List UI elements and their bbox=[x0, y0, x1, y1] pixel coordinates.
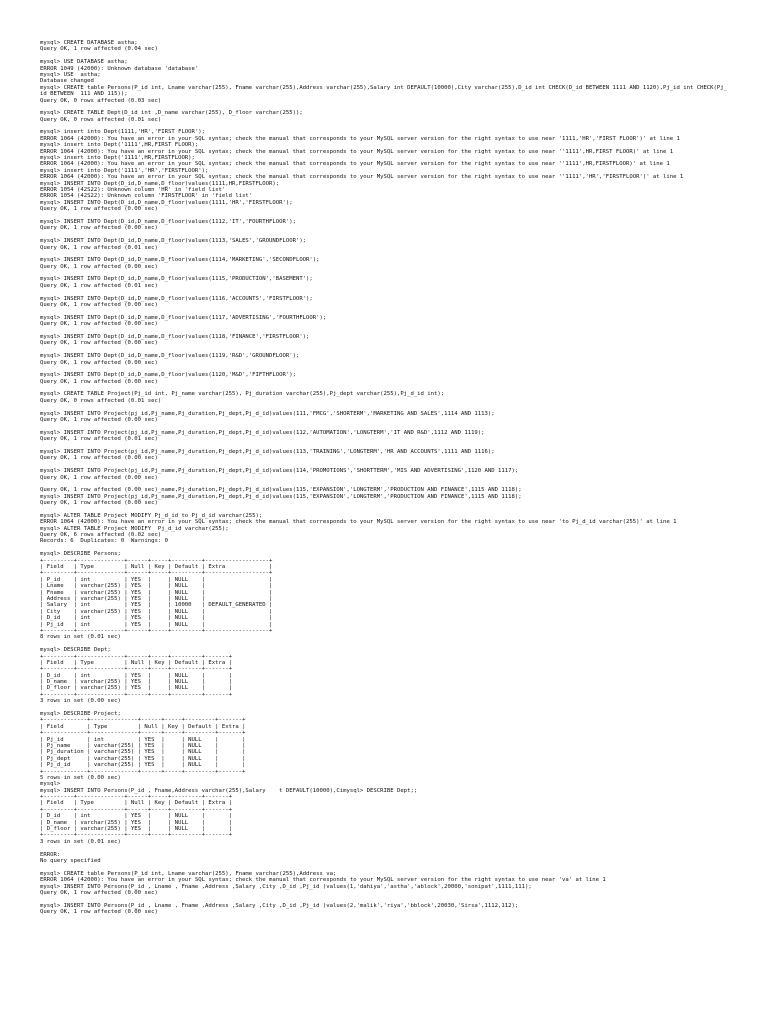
table-line: | Pj_duration | varchar(255) | YES | | NULL | | bbox=[40, 749, 246, 756]
command-line: mysql> INSERT INTO Dept(D_id,D_name,D_floor)values(1113,'SALES','GROUNDFLOOR'); bbox=[40, 238, 307, 245]
table-line: +---------+--------------+------+-----+---------+-------+ bbox=[40, 806, 232, 813]
command-line: mysql> DESCRIBE Project; bbox=[40, 711, 121, 718]
table-line: +---------+--------------+------+-----+---------+-------------------+ bbox=[40, 570, 273, 577]
result-line: 8 rows in set (0.01 sec) bbox=[40, 634, 121, 641]
command-line: mysql> USE DATABASE astha; bbox=[40, 59, 128, 66]
table-line: | Fname | varchar(255) | YES | | NULL | | bbox=[40, 589, 273, 596]
error-line: ERROR 1054 (42S22): Unknown column 'FIRSTFLOOR' in 'field list' bbox=[40, 193, 253, 200]
command-line: mysql> INSERT INTO Project(pj_id,Pj_name,Pj_duration,Pj_dept,Pj_d_id)values(115,'EXPANSION','LONGTERM','PRODUCTION AND FINANCE',1115 AND 1118); bbox=[40, 493, 522, 500]
command-line: mysql> INSERT INTO Dept(D_id,D_name,D_floor)values(1114,'MARKETING','SECONDFLOOR'); bbox=[40, 257, 320, 264]
table-line: | D_id | int | YES | | NULL | | bbox=[40, 615, 273, 622]
command-line: mysql> CREATE DATABASE astha; bbox=[40, 40, 138, 46]
command-line: mysql> INSERT INTO Project(pj_id,Pj_name,Pj_duration,Pj_dept,Pj_d_id)values(113,'TRAINING','LONGTERM','HR AND ACCOUNTS',1111 AND 1116); bbox=[40, 449, 495, 455]
table-line: | D_name | varchar(255) | YES | | NULL | | bbox=[40, 819, 232, 826]
command-line: mysql> USE astha; bbox=[40, 71, 101, 78]
table-line: | D_id | int | YES | | NULL | | bbox=[40, 813, 232, 820]
command-line: mysql> INSERT INTO Dept(D_id,D_name,D_floor)values(1116,'ACCOUNTS','FIRSTFLOOR'); bbox=[40, 295, 313, 302]
result-line: Query OK, 1 row affected (0.00 sec) bbox=[40, 474, 158, 481]
command-line: mysql> bbox=[40, 781, 61, 788]
result-line: Query OK, 1 row affected (0.04 sec) bbox=[40, 46, 158, 53]
result-line: Query OK, 0 rows affected (0.01 sec) bbox=[40, 116, 162, 123]
result-line: 5 rows in set (0.00 sec) bbox=[40, 774, 121, 781]
result-line: Query OK, 1 row affected (0.00 sec) bbox=[40, 500, 158, 507]
result-line: Query OK, 1 row affected (0.00 sec) bbox=[40, 417, 158, 424]
command-line: mysql> INSERT INTO Dept(D_id,D_name,D_floor)values(1112,'IT','FOURTHFLOOR'); bbox=[40, 218, 296, 225]
error-line: ERROR 1049 (42000): Unknown database 'database' bbox=[40, 65, 199, 72]
error-line: ERROR 1064 (42000): You have an error in your SQL syntax; check the manual that corresponds to your MySQL server version for the right syntax to use near ''1111','HR','FIRSTFLOOR')' at line 1 bbox=[40, 174, 684, 181]
command-line: mysql> insert into Dept('1111','HR','FIRSTFLOOR'); bbox=[40, 167, 209, 174]
result-line: Query OK, 1 row affected (0.01 sec) bbox=[40, 244, 158, 251]
command-line: mysql> INSERT INTO Persons(P_id , Fname,Address varchar(255),Salary t DEFAULT(10000),Cimysql> DESCRIBE Dept;; bbox=[40, 787, 418, 794]
table-line: | D_name | varchar(255) | YES | | NULL | | bbox=[40, 679, 232, 686]
table-line: | D_floor | varchar(255) | YES | | NULL | | bbox=[40, 685, 232, 692]
result-line: Query OK, 1 row affected (0.00 sec) bbox=[40, 359, 158, 366]
command-line: mysql> DESCRIBE Persons; bbox=[40, 551, 121, 558]
command-line: mysql> INSERT INTO Dept(D_id,D_name,D_floor)values(1119,'R&D','GROUNDFLOOR'); bbox=[40, 353, 300, 360]
command-line: mysql> DESCRIBE Dept; bbox=[40, 647, 111, 654]
result-line: Query OK, 1 row affected (0.01 sec) bbox=[40, 282, 158, 289]
table-line: | D_id | int | YES | | NULL | | bbox=[40, 672, 232, 679]
table-line: | Lname | varchar(255) | YES | | NULL | | bbox=[40, 583, 273, 590]
output-line: No query specified bbox=[40, 858, 101, 864]
error-line: ERROR 1054 (42S22): Unknown column 'HR' in 'field list' bbox=[40, 186, 226, 193]
result-line: Records: 6 Duplicates: 0 Warnings: 0 bbox=[40, 538, 168, 545]
result-line: Query OK, 1 row affected (0.00 sec) bbox=[40, 340, 158, 347]
command-line: mysql> CREATE table Persons(P_id int, Lname varchar(255), Fname varchar(255),Address va; bbox=[40, 870, 337, 877]
table-line: +---------+--------------+------+-----+---------+-------+ bbox=[40, 832, 232, 839]
command-line: mysql> ALTER TABLE Project MODIFY Pj_d_id varchar(255); bbox=[40, 525, 229, 532]
command-line: mysql> insert into Dept(1111,'HR','FIRST FLOOR'); bbox=[40, 129, 206, 136]
command-line: mysql> ALTER TABLE Project MODIFY Pj_d_id to Pj_d_id varchar(255); bbox=[40, 512, 263, 519]
table-line: | P_id | int | YES | | NULL | | bbox=[40, 576, 273, 583]
table-line: +---------+--------------+------+-----+---------+-------------------+ bbox=[40, 557, 273, 564]
table-line: | Pj_id | int | YES | | NULL | | bbox=[40, 621, 273, 628]
result-line: Query OK, 1 row affected (0.00 sec) bbox=[40, 263, 158, 270]
table-line: +---------+--------------+------+-----+---------+-------+ bbox=[40, 691, 232, 698]
table-line: | Pj_dept | varchar(255) | YES | | NULL | | bbox=[40, 755, 246, 762]
command-line: mysql> INSERT INTO Project(pj_id,Pj_name,Pj_duration,Pj_dept,Pj_d_id)values(114,'PROMOTIONS','SHORTTERM','MIS AND ADVERTISING',1120 AND 1117); bbox=[40, 468, 519, 475]
result-line: Query OK, 1 row affected (0.00 sec) bbox=[40, 225, 158, 232]
output-line: Database changed bbox=[40, 78, 94, 85]
command-line: mysql> insert into Dept('1111',HR,FIRSTFLOOR); bbox=[40, 155, 195, 162]
result-line: Query OK, 1 row affected (0.00 sec) bbox=[40, 455, 158, 462]
table-line: | Address | varchar(255) | YES | | NULL | | bbox=[40, 595, 273, 602]
terminal-output[interactable] bbox=[40, 40, 756, 916]
table-line: +-------------+--------------+------+-----+---------+-------+ bbox=[40, 730, 246, 737]
table-line: | Pj_d_id | varchar(255) | YES | | NULL | | bbox=[40, 762, 246, 769]
error-line: ERROR 1064 (42000): You have an error in your SQL syntax; check the manual that corresponds to your MySQL server version for the right syntax to use near 'to Pj_d_id varchar(255)' at line 1 bbox=[40, 519, 677, 526]
command-line: mysql> INSERT INTO Persons(P_id , Lname , Fname ,Address ,Salary ,City ,D_id ,Pj_id )values(1,'dahiya','astha','ablock',20000,'sonipat',1111,111); bbox=[40, 883, 532, 890]
error-line: ERROR 1064 (42000): You have an error in your SQL syntax; check the manual that corresponds to your MySQL server version for the right syntax to use near '1111,'HR','FIRST FLOOR')' at line 1 bbox=[40, 135, 680, 142]
table-line: | Field | Type | Null | Key | Default | Extra | bbox=[40, 659, 232, 666]
table-line: | D_floor | varchar(255) | YES | | NULL | | bbox=[40, 826, 232, 833]
command-line: mysql> INSERT INTO Persons(P_id , Lname , Fname ,Address ,Salary ,City ,D_id ,Pj_id )values(2,'malik','riya','bblock',20030,'Sirsa',1112,112); bbox=[40, 902, 519, 909]
result-line: Query OK, 6 rows affected (0.02 sec) bbox=[40, 532, 162, 539]
result-line: Query OK, 0 rows affected (0.03 sec) bbox=[40, 97, 162, 104]
command-line: mysql> insert into Dept('1111',HR,FIRST FLOOR); bbox=[40, 142, 199, 149]
result-line: Query OK, 1 row affected (0.00 sec) bbox=[40, 378, 158, 385]
output-line: id BETWEEN 111 AND 115)); bbox=[40, 91, 128, 98]
table-line: | Field | Type | Null | Key | Default | Extra | bbox=[40, 723, 246, 730]
error-line: ERROR 1064 (42000): You have an error in your SQL syntax; check the manual that corresponds to your MySQL server version for the right syntax to use near ''1111',HR,FIRST FLOOR)' at line 1 bbox=[40, 148, 674, 155]
command-line: mysql> INSERT INTO Dept(D_id,D_name,D_floor)values(1117,'ADVERTISING','FOURTHFLOOR'); bbox=[40, 314, 327, 321]
command-line: mysql> INSERT INTO Dept(D_id,D_name,D_floor)values(1111,HR,FIRSTFLOOR); bbox=[40, 180, 280, 187]
error-line: ERROR 1064 (42000): You have an error in your SQL syntax; check the manual that corresponds to your MySQL server version for the right syntax to use near ''1111',HR,FIRSTFLOOR)' at line 1 bbox=[40, 161, 670, 168]
table-line: | Pj_id | int | YES | | NULL | | bbox=[40, 736, 246, 743]
command-line: mysql> INSERT INTO Dept(D_id,D_name,D_floor)values(1111,'HR','FIRSTFLOOR'); bbox=[40, 199, 293, 206]
command-line: mysql> INSERT INTO Project(pj_id,Pj_name,Pj_duration,Pj_dept,Pj_d_id)values(111,'FMCG','SHORTERM','MARKETING AND SALES',1114 AND 1113); bbox=[40, 410, 495, 417]
result-line: Query OK, 1 row affected (0.00 sec) bbox=[40, 302, 158, 309]
table-line: +---------+--------------+------+-----+---------+-------+ bbox=[40, 653, 232, 660]
command-line: mysql> CREATE TABLE Dept(D_id int ,D_name varchar(255), D_floor varchar(255)); bbox=[40, 110, 303, 117]
command-line: mysql> INSERT INTO Project(pj_id,Pj_name,Pj_duration,Pj_dept,Pj_d_id)values(112,'AUTOMATION','LONGTERM','IT AND R&D',1112 AND 1119); bbox=[40, 429, 485, 436]
table-line: | Field | Type | Null | Key | Default | Extra | bbox=[40, 800, 232, 807]
result-line: Query OK, 1 row affected (0.00 sec) bbox=[40, 321, 158, 328]
result-line: 3 rows in set (0.01 sec) bbox=[40, 838, 121, 845]
result-line: Query OK, 1 row affected (0.00 sec) bbox=[40, 206, 158, 213]
table-line: +-------------+--------------+------+-----+---------+-------+ bbox=[40, 768, 246, 775]
result-line: Query OK, 1 row affected (0.00 sec)_name,Pj_duration,Pj_dept,Pj_d_id)values(115,'EXPANSION','LONGTERM','PRODUCTION AND FINANCE',1115 AND 1118); bbox=[40, 487, 522, 494]
table-line: | Field | Type | Null | Key | Default | Extra | bbox=[40, 564, 273, 571]
table-line: | Pj_name | varchar(255) | YES | | NULL | | bbox=[40, 742, 246, 749]
result-line: 3 rows in set (0.00 sec) bbox=[40, 698, 121, 705]
error-line: ERROR: bbox=[40, 851, 61, 858]
table-line: +-------------+--------------+------+-----+---------+-------+ bbox=[40, 717, 246, 724]
table-line: +---------+--------------+------+-----+---------+-------------------+ bbox=[40, 627, 273, 634]
error-line: ERROR 1064 (42000): You have an error in your SQL syntax; check the manual that corresponds to your MySQL server version for the right syntax to use near 'va' at line 1 bbox=[40, 877, 606, 884]
command-line: mysql> INSERT INTO Dept(D_id,D_name,D_floor)values(1118,'FINANCE','FIRSTFLOOR'); bbox=[40, 333, 310, 340]
result-line: Query OK, 0 rows affected (0.01 sec) bbox=[40, 397, 162, 404]
table-line: | City | varchar(255) | YES | | NULL | | bbox=[40, 608, 273, 615]
result-line: Query OK, 1 row affected (0.00 sec) bbox=[40, 909, 158, 916]
command-line: mysql> INSERT INTO Dept(D_id,D_name,D_floor)values(1120,'M&D','FIFTHFLOOR'); bbox=[40, 372, 296, 379]
command-line: mysql> INSERT INTO Dept(D_id,D_name,D_floor)values(1115,'PRODUCTION','BASEMENT'); bbox=[40, 276, 313, 283]
command-line: mysql> CREATE TABLE Project(Pj_id int, Pj_name varchar(255), Pj_duration varchar(255),Pj_dept varchar(255),Pj_d_id int); bbox=[40, 391, 445, 398]
command-line: mysql> CREATE table Persons(P_id int, Lname varchar(255), Fname varchar(255),Address varchar(255),Salary int DEFAULT(10000),City varchar(255),D_id int CHECK(D_id BETWEEN 1111 AND 1120),Pj_id int CHECK(Pj_ bbox=[40, 84, 728, 91]
result-line: Query OK, 1 row affected (0.01 sec) bbox=[40, 436, 158, 443]
table-line: +---------+--------------+------+-----+---------+-------+ bbox=[40, 794, 232, 801]
table-line: | Salary | int | YES | | 10000 | DEFAULT_GENERATED | bbox=[40, 602, 273, 609]
result-line: Query OK, 1 row affected (0.00 sec) bbox=[40, 889, 158, 896]
table-line: +---------+--------------+------+-----+---------+-------+ bbox=[40, 666, 232, 673]
